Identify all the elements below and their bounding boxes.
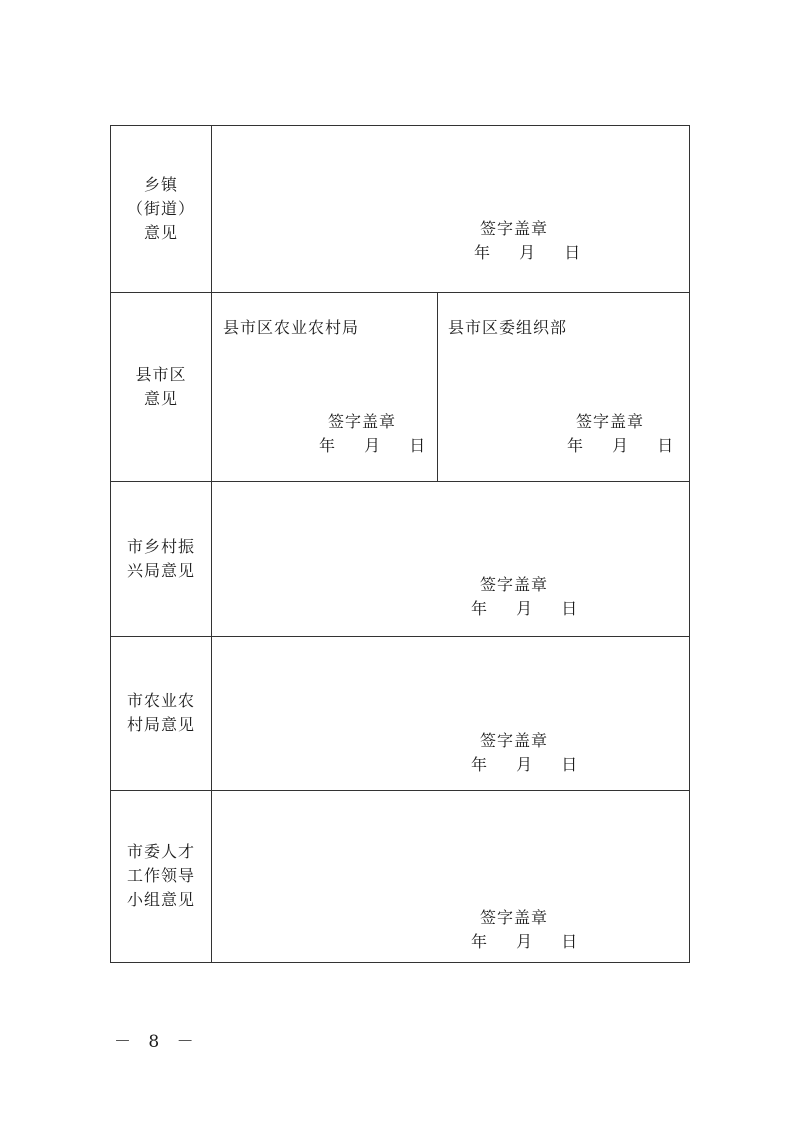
label-line: 市委人才 (126, 842, 195, 861)
year-label: 年 (471, 599, 488, 618)
day-label: 日 (561, 599, 578, 618)
opinion-table (110, 125, 690, 963)
year-label: 年 (319, 436, 336, 455)
month-label: 月 (519, 243, 536, 262)
date-line (471, 753, 577, 777)
label-line: 小组意见 (126, 890, 195, 909)
county-organization-dept-label: 县市区委组织部 (448, 318, 568, 337)
signature-seal-label: 签字盖章 (480, 731, 549, 750)
county-opinion-label (111, 292, 211, 481)
label-line: 乡镇 (143, 175, 178, 194)
month-label: 月 (612, 436, 629, 455)
label-line: 市乡村振 (126, 536, 195, 556)
year-label: 年 (471, 932, 488, 951)
label-line: 意见 (143, 388, 178, 408)
township-opinion-label (111, 126, 211, 292)
month-label: 月 (516, 599, 533, 618)
page-number: － 8 － (114, 1032, 200, 1052)
city-agriculture-bureau-label (111, 636, 211, 790)
label-column-divider (211, 126, 212, 962)
day-label: 日 (564, 243, 581, 262)
day-label: 日 (409, 436, 426, 455)
day-label: 日 (561, 755, 578, 774)
signature-seal-label: 签字盖章 (576, 412, 645, 431)
label-line: 工作领导 (126, 866, 195, 885)
year-label: 年 (567, 436, 584, 455)
signature-seal-label: 签字盖章 (328, 412, 397, 431)
label-line: 村局意见 (126, 715, 195, 734)
county-column-divider (437, 292, 438, 481)
label-line: （街道） (126, 199, 195, 218)
date-line (471, 930, 577, 954)
year-label: 年 (474, 243, 491, 262)
date-line (567, 434, 673, 458)
signature-seal-label: 签字盖章 (480, 575, 549, 594)
label-line: 兴局意见 (126, 560, 195, 580)
month-label: 月 (516, 932, 533, 951)
year-label: 年 (471, 755, 488, 774)
month-label: 月 (364, 436, 381, 455)
date-line (319, 434, 425, 458)
day-label: 日 (561, 932, 578, 951)
month-label: 月 (516, 755, 533, 774)
city-rural-revitalization-label (111, 481, 211, 636)
signature-seal-label: 签字盖章 (480, 219, 549, 238)
label-line: 市农业农 (126, 691, 195, 710)
day-label: 日 (657, 436, 674, 455)
signature-seal-label: 签字盖章 (480, 908, 549, 927)
label-line: 意见 (143, 223, 178, 242)
label-line: 县市区 (135, 364, 187, 384)
date-line (471, 597, 577, 621)
date-line (474, 241, 580, 265)
talent-leading-group-label (111, 790, 211, 962)
county-agriculture-bureau-label: 县市区农业农村局 (223, 318, 360, 337)
